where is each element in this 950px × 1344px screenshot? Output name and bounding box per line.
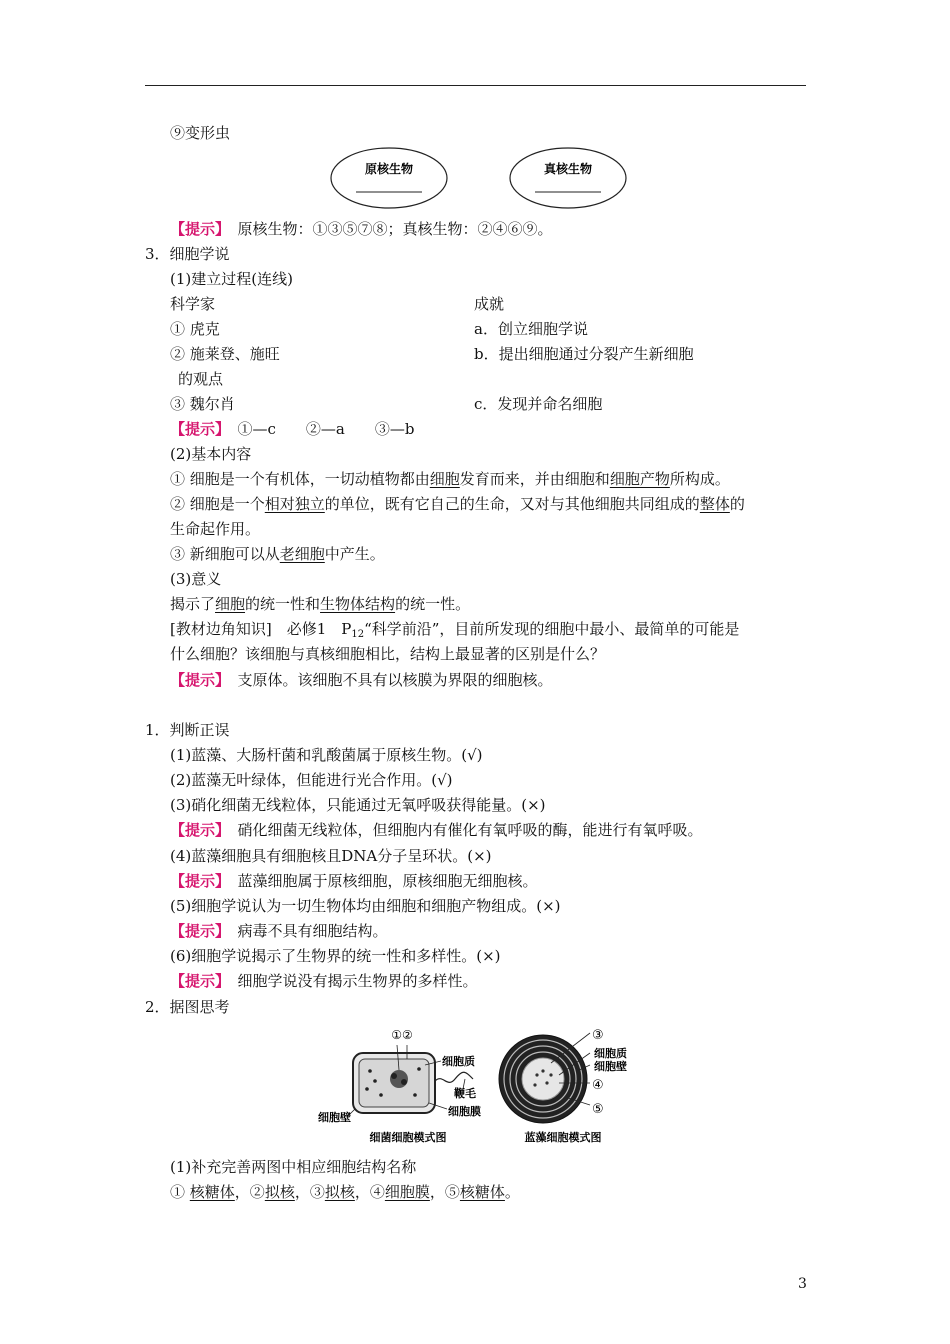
hint-label: 【提示】 — [170, 922, 223, 940]
prokaryote-oval — [331, 148, 447, 208]
prokaryote-oval-label: 原核生物 — [364, 162, 414, 176]
column-achievement: 成就 — [474, 295, 505, 313]
content-2: ② 细胞是一个相对独立的单位，既有它自己的生命，又对与其他细胞共同组成的整体的 — [170, 495, 745, 513]
judge-item: (5)细胞学说认为一切生物体均由细胞和细胞产物组成。(×) — [170, 897, 561, 915]
answer-blank: 核糖体 — [189, 1183, 235, 1201]
hint-text: 原核生物：①③⑤⑦⑧；真核生物：②④⑥⑨。 — [237, 220, 553, 238]
achievement-item-continued: 的观点 — [178, 370, 224, 388]
judge-item: (2)蓝藻无叶绿体，但能进行光合作用。(√) — [170, 771, 453, 789]
hint-text: 支原体。该细胞不具有以核膜为界限的细胞核。 — [237, 671, 553, 689]
textbook-note: [教材边角知识] 必修1 $P_{12}“$科学前沿”，目前所发现的细胞中最小、最简单的可能是 — [170, 620, 740, 640]
bacterium-label: ①② — [391, 1028, 413, 1042]
bacterium-diagram — [318, 1028, 481, 1144]
scientist-item: ① 虎克 — [170, 320, 220, 338]
bacterium-caption: 细菌细胞模式图 — [369, 1131, 447, 1144]
cyanobacterium-label: 细胞壁 — [594, 1060, 627, 1073]
answer-blank: 相对独立 — [264, 495, 325, 513]
classification-ovals — [330, 146, 640, 212]
judge-hint: 【提示】 蓝藻细胞属于原核细胞，原核细胞无细胞核。 — [170, 872, 538, 890]
judge-item: (3)硝化细菌无线粒体，只能通过无氧呼吸获得能量。(×) — [170, 796, 546, 814]
cyanobacterium-diagram — [499, 1028, 627, 1144]
hint-label: 【提示】 — [170, 420, 223, 438]
cyanobacterium-label: ③ — [592, 1028, 604, 1043]
ribosome-dot — [365, 1087, 369, 1091]
achievement-item: c．发现并命名细胞 — [474, 395, 603, 413]
answer-blank: 细胞 — [215, 595, 246, 613]
ribosome-dot — [379, 1093, 383, 1097]
figure-title: 2．据图思考 — [145, 998, 230, 1016]
answer-blank: 拟核 — [264, 1183, 295, 1201]
judge-hint: 【提示】 硝化细菌无线粒体，但细胞内有催化有氧呼吸的酶，能进行有氧呼吸。 — [170, 821, 703, 839]
answer-blank: 细胞 — [429, 470, 460, 488]
hint-label: 【提示】 — [170, 821, 223, 839]
bacterium-label: 鞭毛 — [454, 1087, 476, 1100]
ribosome-dot — [417, 1067, 421, 1071]
ribosome-dot — [368, 1069, 372, 1073]
textbook-note-continued: 什么细胞？该细胞与真核细胞相比，结构上最显著的区别是什么？ — [170, 645, 606, 663]
ribosome-dot — [413, 1093, 417, 1097]
bacterium-label: 细胞壁 — [318, 1111, 351, 1124]
judge-hint: 【提示】 细胞学说没有揭示生物界的多样性。 — [170, 972, 478, 990]
item-amoeba: ⑨变形虫 — [170, 124, 231, 142]
answer-blank: 细胞膜 — [384, 1183, 430, 1201]
scientist-item: ③ 魏尔肖 — [170, 395, 235, 413]
hint-2 — [170, 419, 414, 439]
ribosome-dot — [373, 1079, 377, 1083]
header-rule — [145, 85, 806, 86]
answer-blank: 细胞产物 — [609, 470, 670, 488]
eukaryote-oval-label: 真核生物 — [543, 162, 593, 176]
judge-hint: 【提示】 病毒不具有细胞结构。 — [170, 922, 388, 940]
judge-item: (6)细胞学说揭示了生物界的统一性和多样性。(×) — [170, 947, 501, 965]
meaning: 揭示了细胞的统一性和生物体结构的统一性。 — [170, 595, 471, 613]
answer-blank: 生物体结构 — [320, 595, 396, 613]
judge-title: 1．判断正误 — [145, 721, 230, 739]
section-3-title: 3．细胞学说 — [145, 245, 230, 263]
bacterium-label: 细胞质 — [442, 1055, 475, 1068]
hint-label: 【提示】 — [170, 972, 223, 990]
achievement-item: b．提出细胞通过分裂产生新细胞 — [474, 345, 694, 363]
hint-label: 【提示】 — [170, 671, 223, 689]
content-3: ③ 新细胞可以从老细胞中产生。 — [170, 545, 385, 563]
column-scientist: 科学家 — [170, 295, 216, 313]
cyanobacterium-label: ⑤ — [592, 1102, 604, 1117]
scientist-item: ② 施莱登、施旺 — [170, 345, 280, 363]
section-3-sub-2: (2)基本内容 — [170, 445, 252, 463]
figure-question-1: (1)补充完善两图中相应细胞结构名称 — [170, 1158, 417, 1176]
answer-blank: 核糖体 — [459, 1183, 505, 1201]
figure-answer: ① 核糖体，②拟核，③拟核，④细胞膜，⑤核糖体。 — [170, 1183, 520, 1201]
eukaryote-oval — [510, 148, 626, 208]
answer-blank: 拟核 — [324, 1183, 355, 1201]
cyanobacterium-label: 细胞质 — [594, 1047, 627, 1060]
page-number: 3 — [798, 1276, 807, 1292]
cyanobacterium-caption: 蓝藻细胞模式图 — [524, 1131, 602, 1144]
judge-item: (1)蓝藻、大肠杆菌和乳酸菌属于原核生物。(√) — [170, 746, 483, 764]
answer-blank: 整体 — [699, 495, 730, 513]
hint-label: 【提示】 — [170, 220, 223, 238]
nucleoid — [390, 1070, 408, 1088]
section-3-sub-1: (1)建立过程(连线) — [170, 270, 293, 288]
bacterium-label: 细胞膜 — [448, 1105, 481, 1118]
hint-3 — [170, 670, 553, 690]
hint-label: 【提示】 — [170, 872, 223, 890]
cyanobacterium-label: ④ — [592, 1078, 604, 1093]
hint-1 — [170, 219, 553, 239]
cell-diagrams — [315, 1023, 645, 1149]
content-1: ① 细胞是一个有机体，一切动植物都由细胞发育而来，并由细胞和细胞产物所构成。 — [170, 470, 730, 488]
content-2-continued: 生命起作用。 — [170, 520, 261, 538]
answer-blank: 老细胞 — [279, 545, 325, 563]
flagellum — [435, 1072, 473, 1082]
achievement-item: a．创立细胞学说 — [474, 320, 588, 338]
judge-item: (4)蓝藻细胞具有细胞核且DNA分子呈环状。(×) — [170, 847, 492, 865]
hint-text: ①—c ②—a ③—b — [237, 420, 415, 438]
section-3-sub-3: (3)意义 — [170, 570, 222, 588]
